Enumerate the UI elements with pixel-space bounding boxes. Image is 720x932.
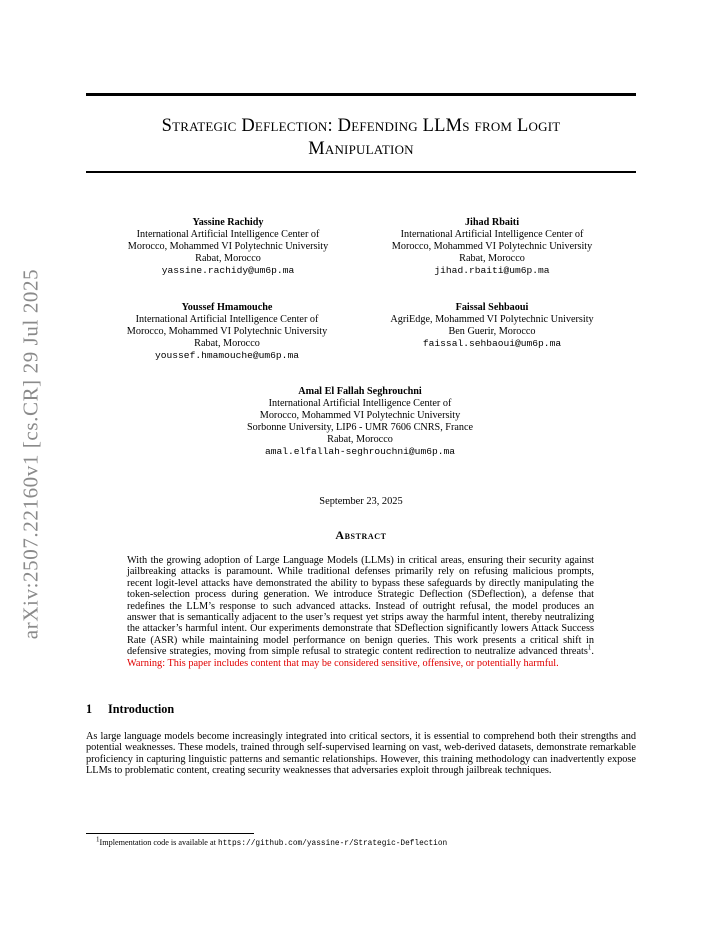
author-affiliation: Morocco, Mohammed VI Polytechnic University (126, 326, 328, 337)
author-affiliation: Morocco, Mohammed VI Polytechnic University (259, 410, 461, 421)
repository-link[interactable]: https://github.com/yassine-r/Strategic-Deflection (217, 840, 448, 848)
section-title: Introduction (108, 702, 175, 716)
author-block (247, 386, 473, 458)
title-bottom-rule (86, 171, 636, 173)
footnote-mark: 1 (96, 835, 100, 844)
author-block (128, 217, 328, 277)
author-block (392, 217, 592, 277)
abstract-heading: Abstract (335, 528, 387, 542)
author-email[interactable]: amal.elfallah-seghrouchni@um6p.ma (265, 446, 455, 457)
author-email[interactable]: jihad.rbaiti@um6p.ma (434, 265, 550, 276)
arxiv-identifier-stamp: arXiv:2507.22160v1 [cs.CR] 29 Jul 2025 (18, 268, 43, 640)
section-number: 1 (86, 702, 93, 716)
author-affiliation: Ben Guerir, Morocco (448, 326, 536, 337)
footnote-text: Implementation code is available at (99, 838, 218, 847)
author-name: Faissal Sehbaoui (455, 302, 529, 313)
footnote-rule (86, 833, 254, 834)
author-affiliation: Sorbonne University, LIP6 - UMR 7606 CNRS, France (247, 422, 473, 433)
author-name: Amal El Fallah Seghrouchni (298, 386, 422, 397)
author-affiliation: International Artificial Intelligence Center of (400, 229, 584, 240)
author-affiliation: International Artificial Intelligence Center of (268, 398, 452, 409)
author-affiliation: Morocco, Mohammed VI Polytechnic University (391, 241, 593, 252)
author-affiliation: Rabat, Morocco (327, 434, 393, 445)
author-email[interactable]: youssef.hmamouche@um6p.ma (155, 350, 299, 361)
author-affiliation: Morocco, Mohammed VI Polytechnic University (127, 241, 329, 252)
section-heading (86, 702, 174, 717)
paper-title-line-1: Strategic Deflection: Defending LLMs from Logit (161, 116, 561, 136)
author-affiliation: Rabat, Morocco (194, 338, 260, 349)
author-name: Youssef Hmamouche (181, 302, 273, 313)
introduction-paragraph: As large language models become increasingly integrated into critical sectors, it is essential to comprehend both their strengths and potential weaknesses. These models, trained through self-supervised learning on vast, web-derived datasets, demonstrate remarkable proficiency in capturing linguistic patterns and semantic relationships. However, this training methodology can inadvertently expose LLMs to problematic content, creating security weaknesses that adversaries exploit through jailbreak techniques. (86, 731, 636, 777)
author-affiliation: Rabat, Morocco (459, 253, 525, 264)
author-email[interactable]: yassine.rachidy@um6p.ma (161, 265, 295, 276)
author-affiliation: International Artificial Intelligence Center of (136, 229, 320, 240)
footnote-marker[interactable]: 1 (587, 643, 592, 652)
author-name: Jihad Rbaiti (464, 217, 520, 228)
abstract-text-end: . (591, 646, 594, 658)
footnote (96, 835, 448, 848)
author-block (390, 302, 593, 350)
publication-date: September 23, 2025 (319, 496, 403, 507)
abstract-text: With the growing adoption of Large Language Models (LLMs) in critical areas, ensuring their security against jailbreaking attacks is paramount. While traditional defenses primarily rely on refusing malicious prompts, recent logit-level attacks have demonstrated the ability to bypass these safeguards by directly manipulating the token-selection process during generation. We introduce Strategic Deflection (SDeflection), a defense that redefines the LLM’s response to such advanced attacks. Instead of outright refusal, the model produces an answer that is semantically adjacent to the user’s request yet strips away the harmful intent, thereby neutralizing the attacker’s harmful intent. Our experiments demonstrate that SDeflection significantly lowers Attack Success Rate (ASR) while maintaining model performance on benign queries. This work presents a critical shift in defensive strategies, moving from simple refusal to strategic content redirection to neutralize advanced threats (127, 555, 594, 658)
abstract-body (127, 555, 594, 669)
author-affiliation: AgriEdge, Mohammed VI Polytechnic University (390, 314, 594, 325)
author-block (127, 302, 327, 362)
author-email[interactable]: faissal.sehbaoui@um6p.ma (422, 338, 562, 349)
paper-title (86, 115, 636, 161)
paper-title-line-2: Manipulation (308, 139, 414, 159)
title-top-rule (86, 93, 636, 96)
author-affiliation: International Artificial Intelligence Center of (135, 314, 319, 325)
content-warning: Warning: This paper includes content that may be considered sensitive, offensive, or potentially harmful. (127, 657, 559, 669)
author-affiliation: Rabat, Morocco (195, 253, 261, 264)
author-name: Yassine Rachidy (192, 217, 264, 228)
